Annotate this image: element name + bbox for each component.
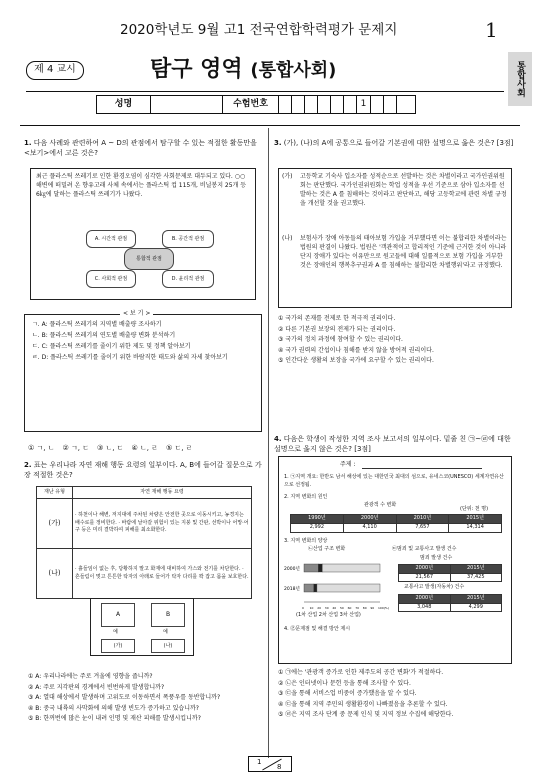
area-sub: (통합사회) [250,60,337,81]
q2-row-label: (나) [37,549,73,599]
q1-number: 1. [24,139,32,147]
q3-stem [274,138,514,148]
name-field[interactable] [151,96,223,113]
chart-bar-segment [317,584,380,592]
chart-category-label: 2000년 [284,567,300,572]
q3-option[interactable]: ③ 국가의 정치 과정에 참여할 수 있는 권리이다. [278,336,403,343]
q4-option[interactable]: ③ ㉢을 통해 서비스업 비중이 증가했음을 알 수 있다. [278,690,417,697]
q3-option[interactable]: ① 국가의 존재를 전제로 한 적극적 권리이다. [278,315,396,322]
q2-result-ga: (가) [101,639,135,653]
q4-options [278,668,516,721]
q3-ga-text: 고등학교 기숙사 입소자를 성적순으로 선발하는 것은 차별이라고 국가인권위원회는 판단했다. 국가인권위원회는 학업 성적을 우선 기준으로 삼아 입소자를 선발하는 것은 A 를 침해하는 것이라고 판단하고, 해당 고등학교에 관련 차별 규정을 개선할 것을 권고했다. [300,173,507,207]
q4-option[interactable]: ① ㉠에는 '관광객 증가로 인한 제주도의 공간 변화'가 적절하다. [278,669,444,676]
chart-bar-segment [322,564,380,572]
q4-table1-year: 2000년 [343,515,396,524]
q4-table1 [290,514,502,533]
q1-perspective-c: C. 사회적 관점 [86,270,136,288]
q1-perspective-b: B. 공간적 관점 [162,230,214,248]
id-cell[interactable] [305,96,318,113]
q2-table [36,486,252,599]
q1-bogi-item: ㄴ. B: 플라스틱 쓰레기의 연도별 배출량 변화 분석하기 [32,332,176,339]
q1-diagram [80,226,220,292]
q4-traffic-title: 교통사고 발생(자동차) 건수 [404,584,465,590]
id-cell[interactable] [292,96,305,113]
q1-perspective-d: D. 윤리적 관점 [162,270,214,288]
q4-table1-year: 2015년 [449,515,502,524]
page-corner-number: 1 [485,18,498,42]
q2-option[interactable]: ② A: 주로 지각판의 경계에서 빈번하게 발생합니까? [28,683,165,691]
q4-number: 4. [274,435,282,443]
chart-tick-label: 30 [324,606,329,610]
q4-section-2: 2. 지역 변화의 원인 [284,494,328,500]
q4-chart-label: ㉡산업 구조 변화 [308,546,346,552]
q1-option[interactable]: ② ㄱ, ㄷ [62,444,89,452]
q2-stem-text: 표는 우리나라 자연 재해 행동 요령의 일부이다. A, B에 들어갈 질문으로 가장 적절한 것은? [24,461,262,479]
page-footer [248,756,292,772]
exam-title: 2020학년도 9월 고1 전국연합학력평가 문제지 [120,22,398,38]
chart-tick-label: 80 [362,606,367,610]
q4-table1-unit: (단위: 천 명) [460,506,489,512]
q2-header: 재난 유형 [37,487,73,499]
chart-bar-segment [314,584,317,592]
q2-row-label: (가) [37,499,73,549]
q3-na-label: (나) [282,235,293,242]
q2-option[interactable]: ⑤ B: 한꺼번에 많은 눈이 내려 인명 및 재산 피해를 발생시킵니까? [28,715,201,722]
q1-option[interactable]: ③ ㄴ, ㄷ [96,444,124,452]
q2-yes-b: 예 [163,629,168,635]
q4-section-4: 4. ㉣문제점 및 해결 방안 제시 [284,626,351,632]
header-rule [26,91,504,92]
name-id-row [96,95,416,114]
q1-center: 통합적 관점 [124,248,174,270]
q2-header: 자연 재해 행동 요령 [73,487,252,499]
q4-crime-value: 37,425 [450,573,502,582]
q4-section-1: 1. ㉠지역 개요: 한반도 남서 해상에 있는 대한민국 최대의 섬으로, 유네스코(UNESCO) 세계자연유산으로 선정됨. [284,474,504,488]
q4-table1-year: 1990년 [291,515,344,524]
q2-flow-box [90,598,194,656]
q4-table1-title: 관광객 수 변화 [364,502,397,508]
q1-bogi-item: ㄱ. A: 플라스틱 쓰레기의 지역별 배출량 조사하기 [32,321,162,328]
side-tab: 통합사회 [508,52,532,106]
chart-category-label: 2018년 [284,587,300,592]
q4-traffic-value: 3,048 [399,603,451,612]
id-cell[interactable] [279,96,292,113]
id-digit: 1 [357,96,371,113]
chart-bar-segment [304,584,314,592]
q1-option[interactable]: ④ ㄴ, ㄹ [131,444,158,452]
chart-bar-segment [304,564,318,572]
q2-question-b: B [151,603,185,627]
q4-right-title: ㉢범죄 및 교통사고 발생 건수 [392,546,457,552]
q3-stem-text: (가), (나)의 A에 공통으로 들어갈 기본권에 대한 설명으로 옳은 것은? [3점] [283,139,514,147]
q2-row-text: · 하천이나 해변, 저지대에 주차된 차량은 안전한 곳으로 이동시키고, 농경지는 배수로를 정비한다. · 바람에 날아갈 위험이 있는 지붕 및 간판, 선박이나 어망·어구 등은 미리 결박하여 피해를 최소화한다. [73,499,252,549]
chart-tick-label: 40 [332,606,337,610]
chart-tick-label: 10 [309,606,314,610]
q4-traffic-year: 2015년 [450,595,502,604]
q4-section-3: 3. 지역 변화의 양상 [284,538,328,544]
q4-chart-legend: (1차 산업 2차 산업 3차 산업) [296,612,361,618]
q1-bogi-title: < 보 기 > [120,309,153,318]
q4-option[interactable]: ② ㉡은 인터넷이나 문헌 등을 통해 조사할 수 있다. [278,679,411,687]
chart-tick-label: 70 [355,606,360,610]
q1-bogi-item: ㄷ. C: 플라스틱 쓰레기를 줄이기 위한 제도 및 정책 알아보기 [32,343,191,350]
q2-option[interactable]: ③ A: 열대 해상에서 발생하며 고위도로 이동하면서 폭풍우를 동반합니까? [28,694,221,701]
q3-ga-label: (가) [282,173,293,180]
q2-option[interactable]: ④ B: 중국 내륙의 사막화에 의해 발생 빈도가 증가하고 있습니까? [28,704,199,712]
q4-crime-year: 2000년 [399,565,451,574]
q2-stem [24,460,262,480]
name-label: 성명 [97,96,151,113]
column-divider [268,128,269,758]
q1-passage: 최근 플라스틱 쓰레기로 인한 환경오염이 심각한 사회문제로 대두되고 있다. ○○ 해변에 떠밀려 온 향유고래 사체 속에서는 플라스틱 컵 115개, 비닐봉지 25개 등 6㎏에 달하는 플라스틱 쓰레기가 나왔다. [36,173,247,198]
q4-table1-value: 14,314 [449,524,502,533]
footer-total: 8 [277,763,282,771]
q1-option[interactable]: ⑤ ㄷ, ㄹ [165,444,193,452]
chart-tick-label: 20 [317,606,322,610]
q4-stem-text: 다음은 학생이 작성한 지역 조사 보고서의 일부이다. 밑줄 친 ㉠~㉣에 대한 설명으로 옳지 않은 것은? [3점] [274,435,511,453]
id-cell[interactable] [397,96,410,113]
q1-bogi-item: ㄹ. D: 플라스틱 쓰레기를 줄이기 위한 바람직한 태도와 삶의 자세 찾아보기 [32,354,228,361]
q3-option[interactable]: ② 다른 기본권 보장의 전제가 되는 권리이다. [278,325,396,333]
id-cell[interactable] [318,96,331,113]
q2-number: 2. [24,461,32,469]
q3-number: 3. [274,139,282,147]
q4-traffic-table [398,594,502,612]
q4-crime-title: 범죄 발생 건수 [420,555,453,561]
q2-options [28,672,266,725]
q2-yes-a: 예 [113,629,118,635]
q2-option[interactable]: ① A: 우리나라에는 주로 겨울에 영향을 줍니까? [28,673,153,680]
id-cell[interactable] [344,96,357,113]
q4-table1-value: 2,992 [291,524,344,533]
q1-perspective-a: A. 시간적 관점 [86,230,136,248]
footer-page: 1 [257,758,262,766]
q4-traffic-year: 2000년 [399,595,451,604]
area-title [150,52,336,83]
q4-table1-value: 7,657 [396,524,449,533]
q1-stem-text: 다음 사례와 관련하여 A ~ D의 관점에서 탐구할 수 있는 적절한 활동만을 <보기>에서 고른 것은? [24,139,257,157]
q4-table1-year: 2010년 [396,515,449,524]
q4-option[interactable]: ④ ㉢을 통해 지역 주민의 생활환경이 나빠졌음을 추론할 수 있다. [278,700,448,708]
header-rule-2 [20,125,520,126]
q4-industry-chart [284,556,389,612]
chart-tick-label: 90 [370,606,375,610]
id-cell[interactable] [384,96,397,113]
chart-bar-segment [318,564,322,572]
chart-tick-label: 50 [340,606,344,610]
q3-option[interactable]: ④ 국가 권력의 간섭이나 침해를 받지 않을 방어적 권리이다. [278,346,434,354]
id-label: 수험번호 [223,96,279,113]
q2-question-a: A [101,603,135,627]
q1-options [28,443,200,453]
q4-table1-value: 4,110 [343,524,396,533]
q4-option[interactable]: ⑤ ㉣은 지역 조사 단계 중 문제 인식 및 지역 정보 수집에 해당한다. [278,711,454,718]
q2-result-na: (나) [151,639,185,653]
chart-tick-label: 60 [347,606,352,610]
q3-option[interactable]: ⑤ 인간다운 생활의 보장을 국가에 요구할 수 있는 권리이다. [278,357,434,364]
q1-bogi-list [32,320,258,362]
q3-na-text: 보험사가 장애 아동들의 태아보험 가입을 거부했다면 이는 불합리한 차별이라는 법원의 판결이 나왔다. 법원은 '객관적이고 합리적인 기준에 근거한 것이 아니라 단지 장애가 있다는 이유만으로 원고들에 대해 일률적으로 보험 가입을 거부한 것은 장애인의 행복추구권과 A 를 침해하는 불합리한 차별행위'라고 규정했다. [300,235,507,269]
q4-crime-value: 21,567 [399,573,451,582]
q3-options [278,314,516,367]
q4-crime-year: 2015년 [450,565,502,574]
q4-topic: 주제 : [340,461,356,468]
q4-topic-line [362,468,482,469]
q1-stem [24,138,262,158]
chart-tick-label: 100(%) [378,606,389,610]
q4-traffic-value: 4,299 [450,603,502,612]
chart-tick-label: 0 [302,606,304,610]
q1-option[interactable]: ① ㄱ, ㄴ [28,444,55,452]
q4-stem [274,434,514,454]
id-cell[interactable] [331,96,344,113]
period-badge: 제 4 교시 [26,61,84,80]
id-cell[interactable] [371,96,384,113]
area-main: 탐구 영역 [150,57,243,82]
q2-row-text: · 흙들임이 없는 후, 당황하지 말고 화재에 대비하여 가스와 전기를 차단한다. · 흔들림이 멎고 튼튼한 탁자의 아래로 들어가 탁자 다리를 꽉 잡고 몸을 보호한다. [73,549,252,599]
q4-crime-table [398,564,502,582]
